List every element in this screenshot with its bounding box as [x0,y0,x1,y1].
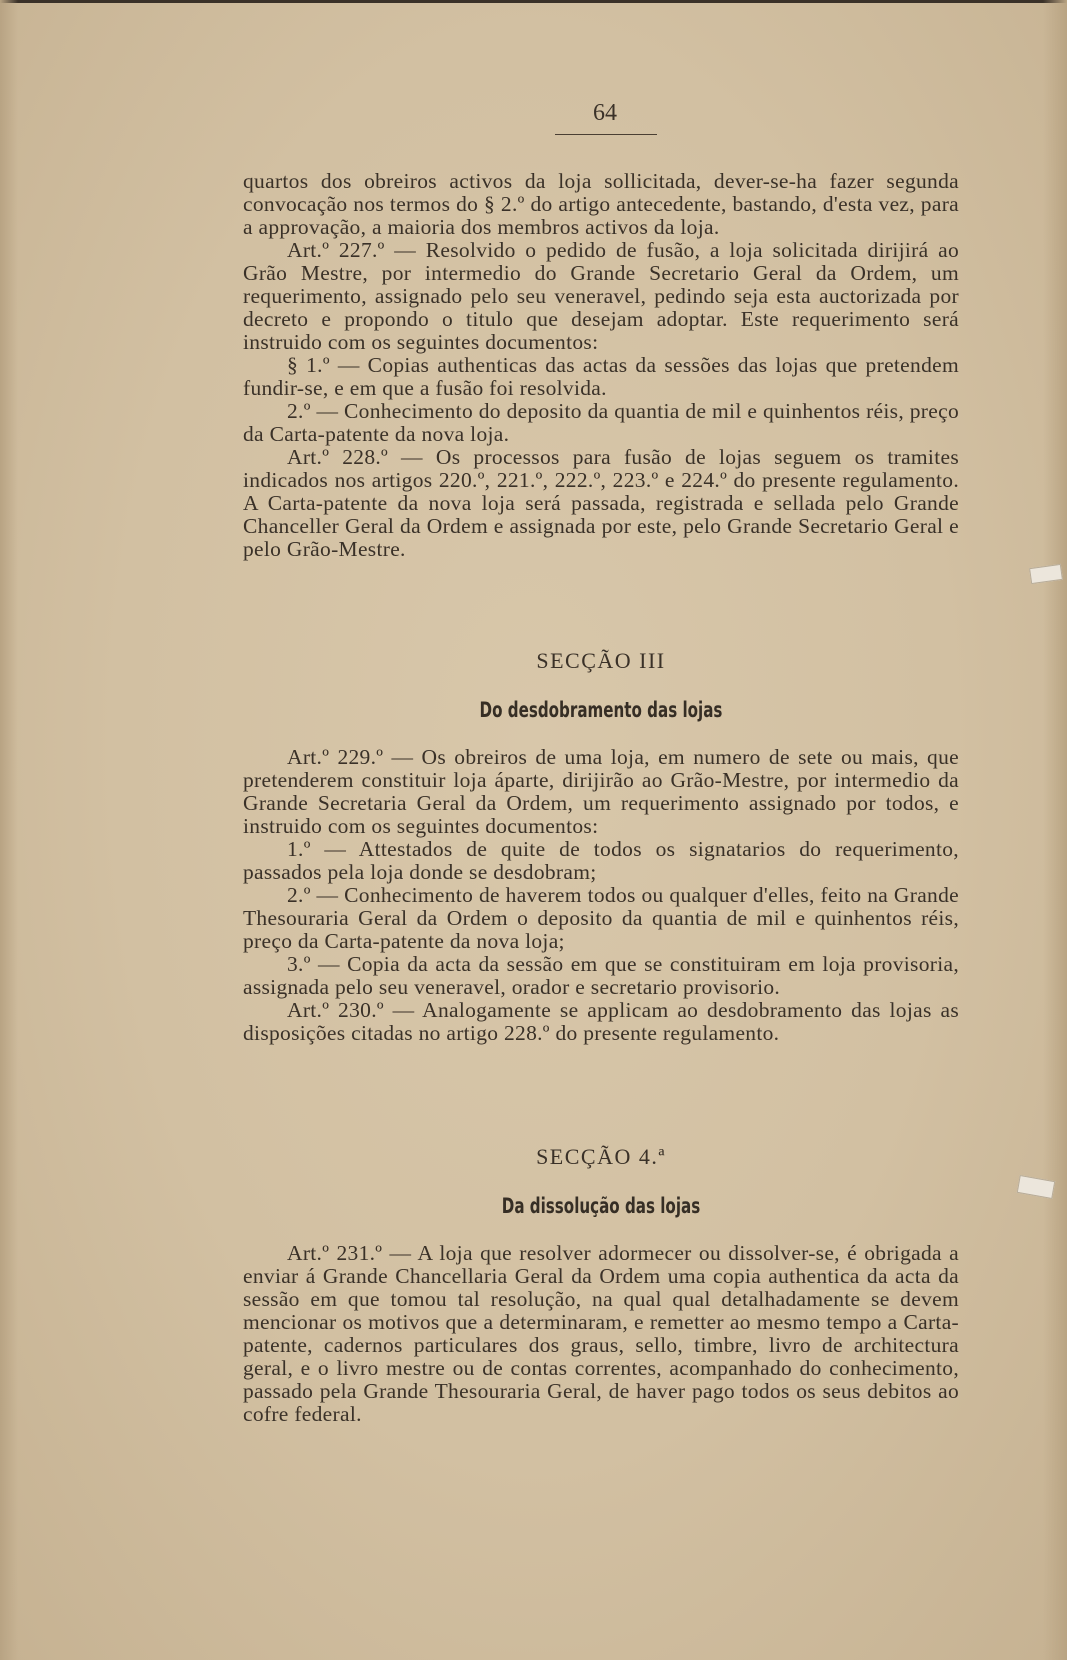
paragraph-art-227-item-2: 2.º — Conhecimento do deposito da quantia de mil e quinhentos réis, preço da Carta-patente da nova loja. [243,399,959,446]
section-3-label: SECÇÃO III [536,648,666,673]
paragraph-art-227: Art.º 227.º — Resolvido o pedido de fusão, a loja solicitada dirijirá ao Grão Mestre, por intermedio do Grande Secretario Geral da Ordem, um requerimento, assignado pelo seu veneravel, pedindo seja esta auctorizada por decreto e propondo o titulo que desejam adoptar. Este requerimento será instruido com os seguintes documentos: [243,238,959,354]
section-4-label: SECÇÃO 4.ª [536,1144,666,1169]
paragraph-art-229-item-1: 1.º — Attestados de quite de todos os signatarios do requerimento, passados pela loja donde se desdobram; [243,837,959,884]
text-block-3 [243,1242,959,1426]
page-right-edge [1043,0,1067,1660]
section-4-title: Da dissolução das lojas [501,1194,701,1218]
paragraph-art-228: Art.º 228.º — Os processos para fusão de lojas seguem os tramites indicados nos artigos 220.º, 221.º, 222.º, 223.º e 224.º do presente regulamento. A Carta-patente da nova loja será passada, registrada e sellada pelo Grande Chanceller Geral da Ordem e assignada por este, pelo Grande Secretario Geral e pelo Grão-Mestre. [243,445,959,561]
paragraph-art-227-item-1: § 1.º — Copias authenticas das actas da sessões das lojas que pretendem fundir-se, e em que a fusão foi resolvida. [243,353,959,400]
paragraph-art-230: Art.º 230.º — Analogamente se applicam ao desdobramento das lojas as disposições citadas no artigo 228.º do presente regulamento. [243,998,959,1045]
text-block-1 [243,170,959,561]
paragraph-fusion-continuation: quartos dos obreiros activos da loja sollicitada, dever-se-ha fazer segunda convocação nos termos do § 2.º do artigo antecedente, bastando, d'esta vez, para a approvação, a maioria dos membros activos da loja. [243,169,959,239]
page-top-edge [0,0,1067,3]
page-left-edge [0,0,18,1660]
paragraph-art-229-item-3: 3.º — Copia da acta da sessão em que se constituiram em loja provisoria, assignada pelo seu veneravel, orador e secretario provisorio. [243,952,959,999]
text-block-2 [243,746,959,1045]
page-number: 64 [593,100,617,126]
paragraph-art-229-item-2: 2.º — Conhecimento de haverem todos ou qualquer d'elles, feito na Grande Thesouraria Geral da Ordem o deposito da quantia de mil e quinhentos réis, preço da Carta-patente da nova loja; [243,883,959,953]
paragraph-art-231: Art.º 231.º — A loja que resolver adormecer ou dissolver-se, é obrigada a enviar á Grande Chancellaria Geral da Ordem uma copia authentica da acta da sessão em que tomou tal resolução, na qual qual detalhadamente se devem mencionar os motivos que a determinaram, e remetter ao mesmo tempo a Carta-patente, cadernos particulares dos graus, sello, timbre, livro de architectura geral, e o livro mestre ou de contas correntes, acompanhado do conhecimento, passado pela Grande Thesouraria Geral, de haver pago todos os seus debitos ao cofre federal. [243,1241,959,1426]
page-number-rule [555,134,657,135]
paragraph-art-229: Art.º 229.º — Os obreiros de uma loja, em numero de sete ou mais, que pretenderem constituir loja áparte, dirijirão ao Grão-Mestre, por intermedio da Grande Secretaria Geral da Ordem, um requerimento assignado por todos, e instruido com os seguintes documentos: [243,745,959,838]
section-3-title: Do desdobramento das lojas [479,698,723,722]
